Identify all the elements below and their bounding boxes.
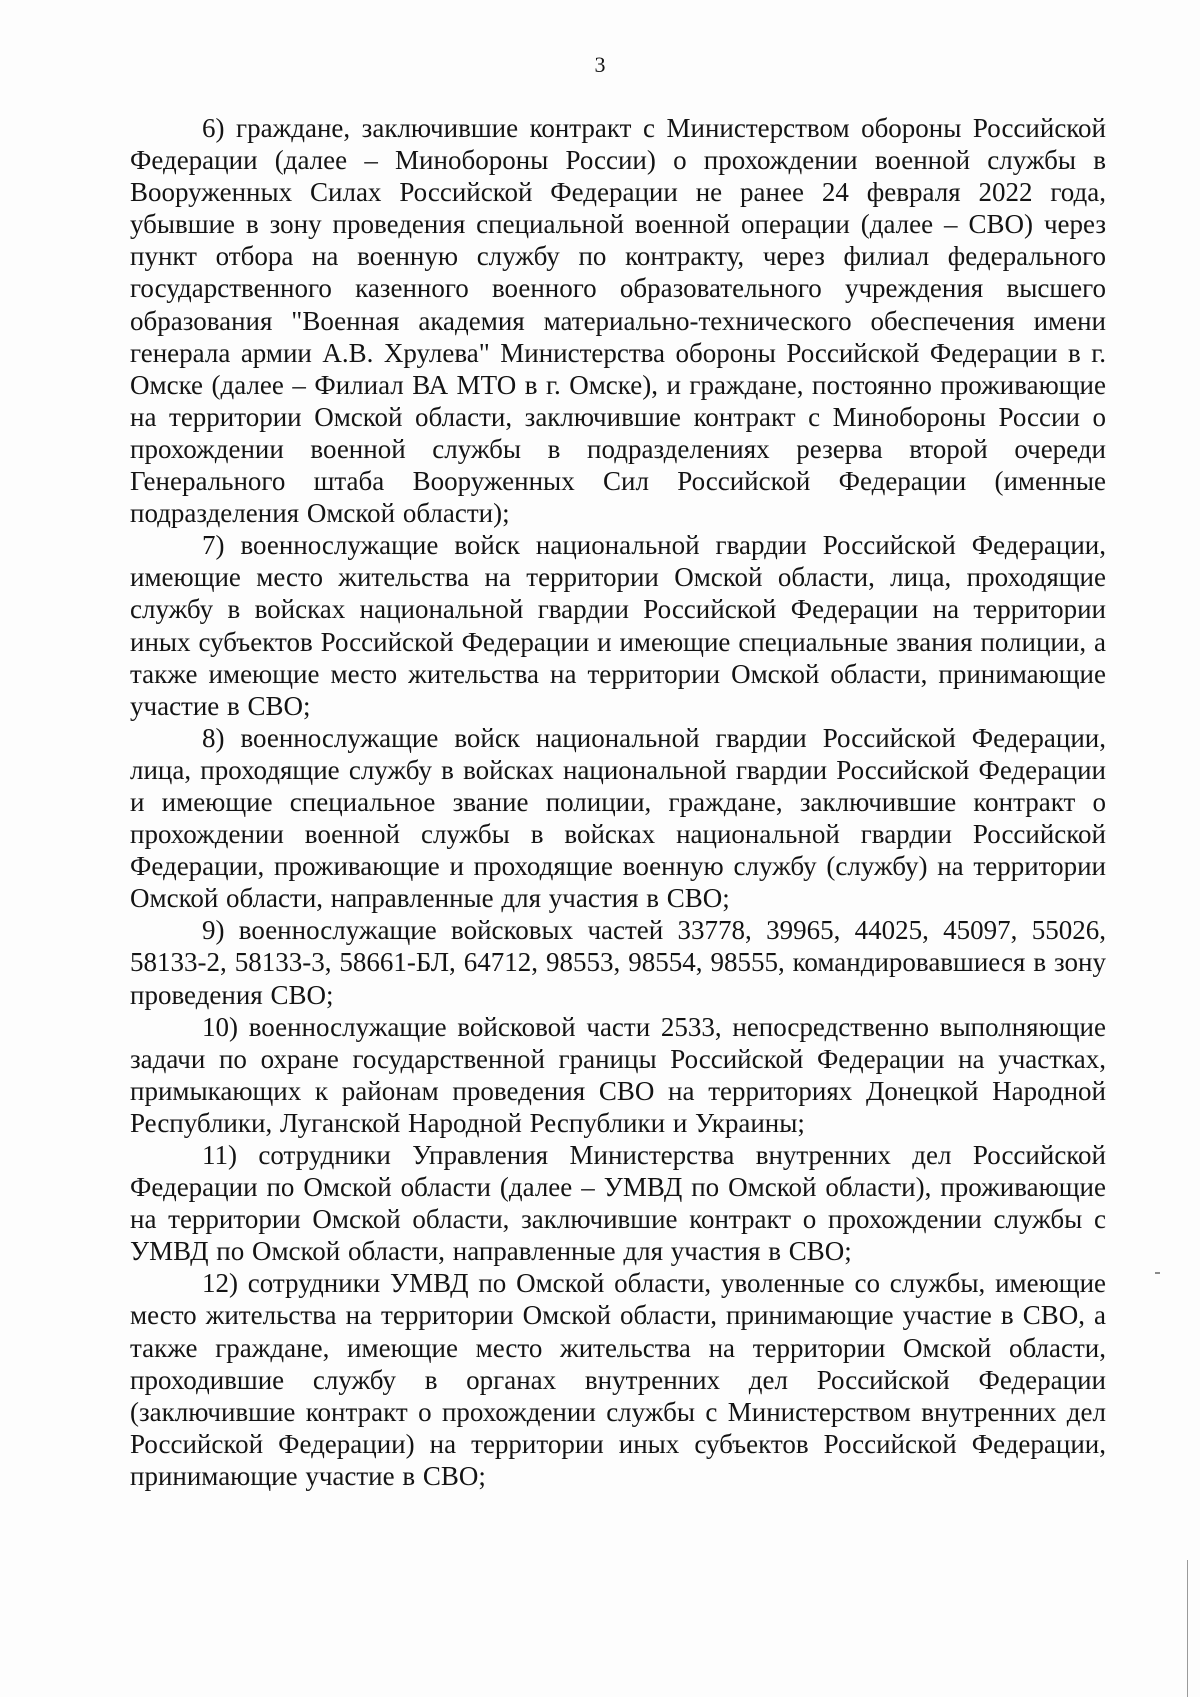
document-body: [130, 112, 1106, 1492]
paragraph-item-12: 12) сотрудники УМВД по Омской области, уволенные со службы, имеющие место жительства на территории Омской области, принимающие участие в СВО, а также граждане, имеющие место жительства на территории Омской области, проходившие службу в органах внутренних дел Российской Федерации (заключившие контракт о прохождении службы с Министерством внутренних дел Российской Федерации) на территории иных субъектов Российской Федерации, принимающие участие в СВО;: [130, 1268, 1106, 1491]
paragraph-item-9: 9) военнослужащие войсковых частей 33778, 39965, 44025, 45097, 55026, 58133-2, 58133-3, 58661-БЛ, 64712, 98553, 98554, 98555, командировавшиеся в зону проведения СВО;: [130, 915, 1106, 1010]
paragraph-item-8: 8) военнослужащие войск национальной гвардии Российской Федерации, лица, проходящие службу в войсках национальной гвардии Российской Федерации и имеющие специальное звание полиции, граждане, заключившие контракт о прохождении военной службы в войсках национальной гвардии Российской Федерации, проживающие и проходящие военную службу (службу) на территории Омской области, направленные для участия в СВО;: [130, 722, 1106, 914]
scan-artifact-mark: [1155, 1272, 1160, 1274]
paragraph-item-11: 11) сотрудники Управления Министерства внутренних дел Российской Федерации по Омской области (далее – УМВД по Омской области), проживающие на территории Омской области, заключившие контракт о прохождении службы с УМВД по Омской области, направленные для участия в СВО;: [130, 1140, 1106, 1267]
page-number: 3: [594, 52, 606, 77]
paragraph-item-7: 7) военнослужащие войск национальной гвардии Российской Федерации, имеющие место жительства на территории Омской области, лица, проходящие службу в войсках национальной гвардии Российской Федерации на территории иных субъектов Российской Федерации и имеющие специальные звания полиции, а также имеющие место жительства на территории Омской области, принимающие участие в СВО;: [130, 530, 1106, 721]
paragraph-item-10: 10) военнослужащие войсковой части 2533, непосредственно выполняющие задачи по охране государственной границы Российской Федерации на участках, примыкающих к районам проведения СВО на территориях Донецкой Народной Республики, Луганской Народной Республики и Украины;: [130, 1011, 1106, 1138]
scan-edge-line: [1187, 1560, 1188, 1697]
paragraph-item-6: 6) граждане, заключившие контракт с Министерством обороны Российской Федерации (далее – Минобороны России) о прохождении военной службы в Вооруженных Силах Российской Федерации не ранее 24 февраля 2022 года, убывшие в зону проведения специальной военной операции (далее – СВО) через пункт отбора на военную службу по контракту, через филиал федерального государственного казенного военного образовательного учреждения высшего образования "Военная академия материально-технического обеспечения имени генерала армии А.В. Хрулева" Министерства обороны Российской Федерации в г. Омске (далее – Филиал ВА МТО в г. Омске), и граждане, постоянно проживающие на территории Омской области, заключившие контракт с Минобороны России о прохождении военной службы в подразделениях резерва второй очереди Генерального штаба Вооруженных Сил Российской Федерации (именные подразделения Омской области);: [130, 113, 1106, 529]
